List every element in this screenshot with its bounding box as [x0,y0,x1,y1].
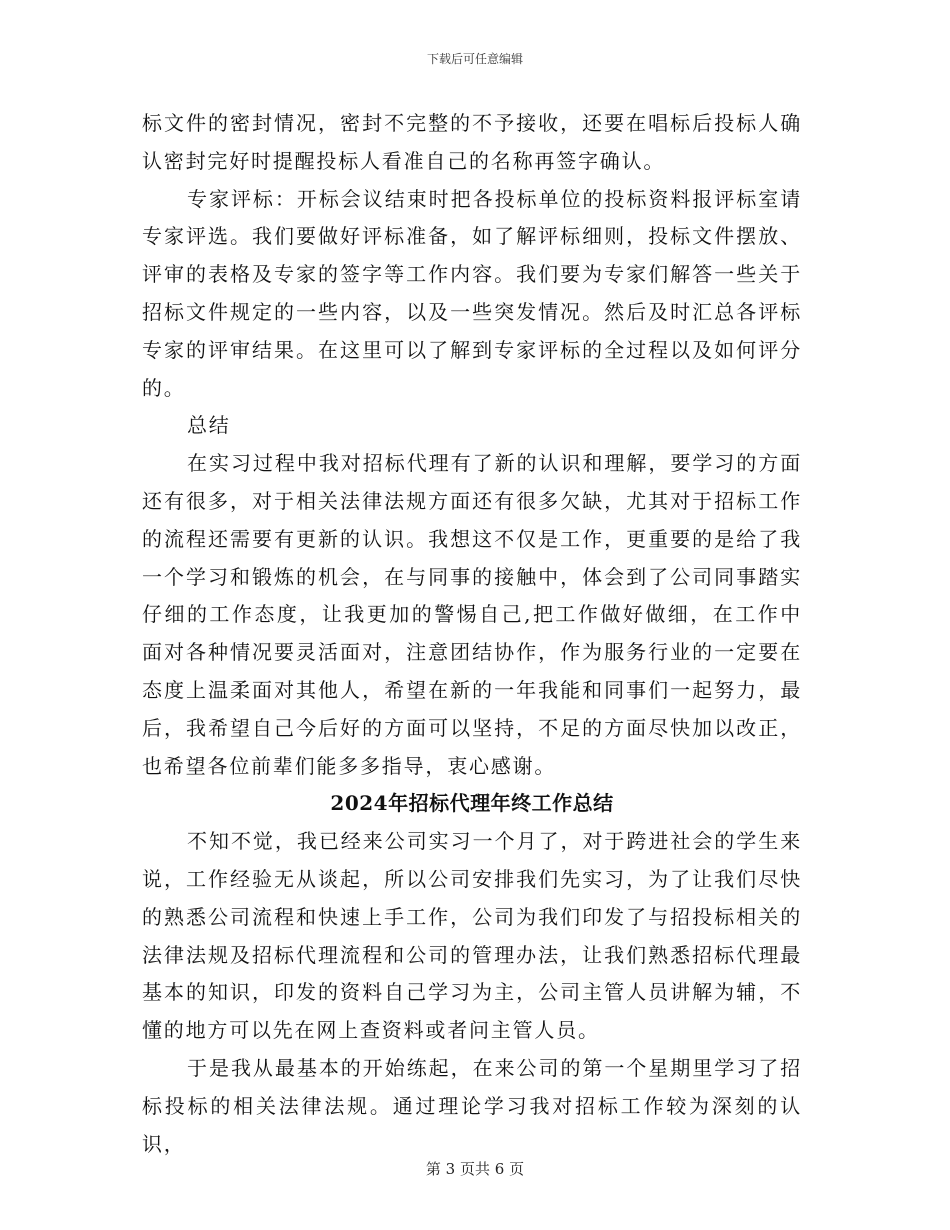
page-number: 第 3 页共 6 页 [425,1160,525,1178]
paragraph-first-week: 于是我从最基本的开始练起，在来公司的第一个星期里学习了招标投标的相关法律法规。通过理论学习我对招标工作较为深刻的认识， [142,1055,802,1156]
paragraph-summary: 在实习过程中我对招标代理有了新的认识和理解，要学习的方面还有很多，对于相关法律法规方面还有很多欠缺，尤其对于招标工作的流程还需要有更新的认识。我想这不仅是工作，更重要的是给了我一个学习和锻炼的机会，在与同事的接触中，体会到了公司同事踏实仔细的工作态度，让我更加的警惕自己,把工作做好做细，在工作中面对各种情况要灵活面对，注意团结协作，作为服务行业的一定要在态度上温柔面对其他人，希望在新的一年我能和同事们一起努力，最后，我希望自己今后好的方面可以坚持，不足的方面尽快加以改正，也希望各位前辈们能多多指导，衷心感谢。 [142,451,802,778]
paragraph-expert-review: 专家评标：开标会议结束时把各投标单位的投标资料报评标室请专家评选。我们要做好评标准备，如了解评标细则，投标文件摆放、评审的表格及专家的签字等工作内容。我们要为专家们解答一些关于招标文件规定的一些内容，以及一些突发情况。然后及时汇总各评标专家的评审结果。在这里可以了解到专家评标的全过程以及如何评分的。 [142,186,802,400]
section-title: 2024年招标代理年终工作总结 [330,791,614,816]
paragraph-internship-intro: 不知不觉，我已经来公司实习一个月了，对于跨进社会的学生来说，工作经验无从谈起，所以公司安排我们先实习，为了让我们尽快的熟悉公司流程和快速上手工作，公司为我们印发了与招投标相关的法律法规及招标代理流程和公司的管理办法，让我们熟悉招标代理最基本的知识，印发的资料自己学习为主，公司主管人员讲解为辅，不懂的地方可以先在网上查资料或者问主管人员。 [142,829,802,1043]
paragraph-summary-label: 总结 [187,413,231,438]
document-body [142,105,802,1163]
paragraph-seal-check: 标文件的密封情况，密封不完整的不予接收，还要在唱标后投标人确认密封完好时提醒投标人看准自己的名称再签字确认。 [142,111,802,173]
page-header: 下载后可任意编辑 [426,52,523,66]
